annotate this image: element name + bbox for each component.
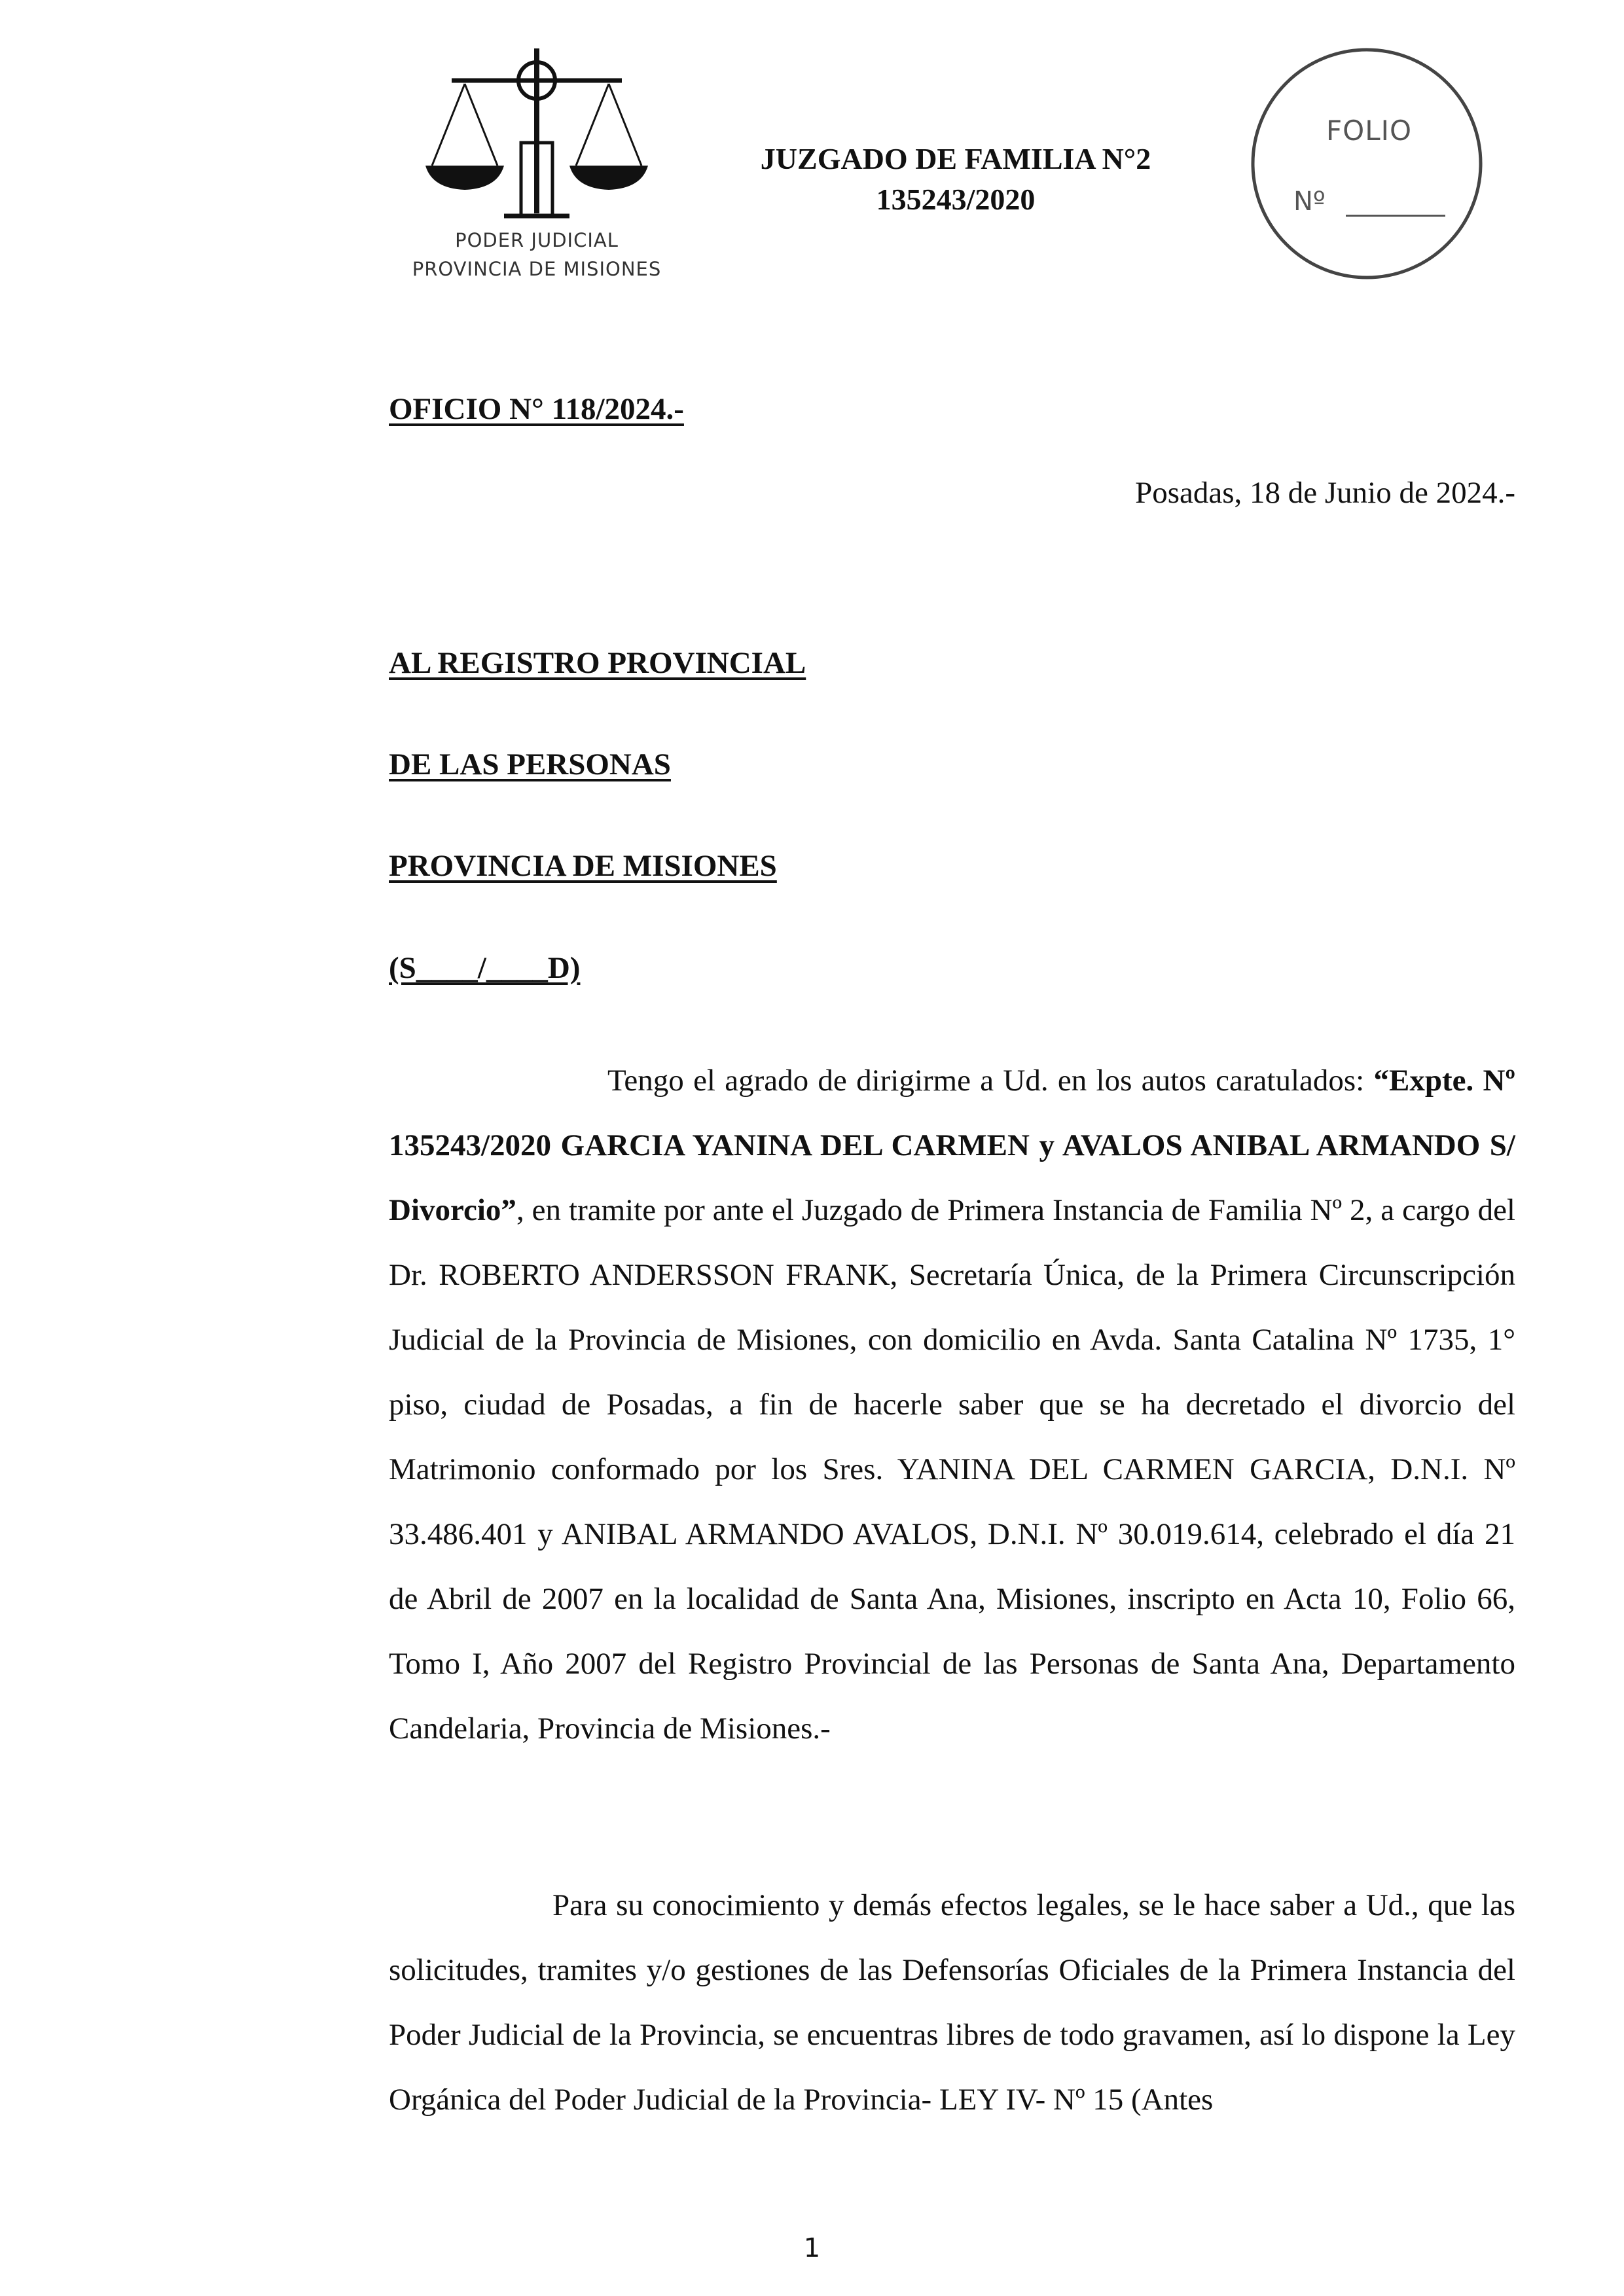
case-number: 135243/2020	[876, 183, 1036, 216]
court-logo	[406, 45, 668, 288]
paragraph-rest: , en tramite por ante el Juzgado de Primera Instancia de Familia Nº 2, a cargo del Dr. ROBERTO ANDERSSON FRANK, Secretaría Única, de la Primera Circunscripción Judicial de la Provincia de Misiones, con domicilio en Avda. Santa Catalina Nº 1735, 1° piso, ciudad de Posadas, a fin de hacerle saber que se ha decretado el divorcio del Matrimonio conformado por los Sres. YANINA DEL CARMEN GARCIA, D.N.I. Nº 33.486.401 y ANIBAL ARMANDO AVALOS, D.N.I. Nº 30.019.614, celebrado el día 21 de Abril de 2007 en la localidad de Santa Ana, Misiones, inscripto en Acta 10, Folio 66, Tomo I, Año 2007 del Registro Provincial de las Personas de Santa Ana, Departamento Candelaria, Provincia de Misiones.-	[389, 1193, 1515, 1746]
date-line: Posadas, 18 de Junio de 2024.-	[1135, 476, 1515, 510]
folio-number-label: Nº	[1293, 187, 1326, 217]
oficio-number: OFICIO N° 118/2024.-	[389, 392, 684, 426]
page-number: 1	[803, 2233, 821, 2263]
addressee-line4: (S____/____D)	[389, 951, 581, 985]
court-name: JUZGADO DE FAMILIA N°2	[760, 142, 1151, 175]
body-paragraph-2: Para su conocimiento y demás efectos legales, se le hace saber a Ud., que las solicitudes, tramites y/o gestiones de las Defensorías Oficiales de la Primera Instancia del Poder Judicial de la Provincia, se encuentras libres de todo gravamen, así lo dispone la Ley Orgánica del Poder Judicial de la Provincia- LEY IV- Nº 15 (Antes	[389, 1888, 1515, 2117]
addressee-line2: DE LAS PERSONAS	[389, 747, 671, 781]
addressee-line1: AL REGISTRO PROVINCIAL	[389, 646, 806, 680]
body-paragraph-1	[389, 1049, 1515, 1761]
paragraph-intro: Tengo el agrado de dirigirme a Ud. en los autos caratulados:	[607, 1064, 1374, 1098]
folio-label: FOLIO	[1326, 115, 1413, 147]
court-heading	[700, 139, 1211, 220]
logo-text-line2: PROVINCIA DE MISIONES	[412, 258, 662, 280]
folio-stamp	[1249, 46, 1485, 281]
addressee-line3: PROVINCIA DE MISIONES	[389, 849, 777, 883]
logo-text-line1: PODER JUDICIAL	[455, 229, 619, 251]
stamp-circle-icon	[1249, 46, 1485, 281]
folio-number-blank	[1346, 215, 1445, 217]
scales-of-justice-icon	[406, 45, 668, 241]
case-title: “Expte. Nº 135243/2020 GARCIA YANINA DEL CARMEN y AVALOS ANIBAL ARMANDO S/ Divorcio”	[389, 1064, 1515, 1227]
